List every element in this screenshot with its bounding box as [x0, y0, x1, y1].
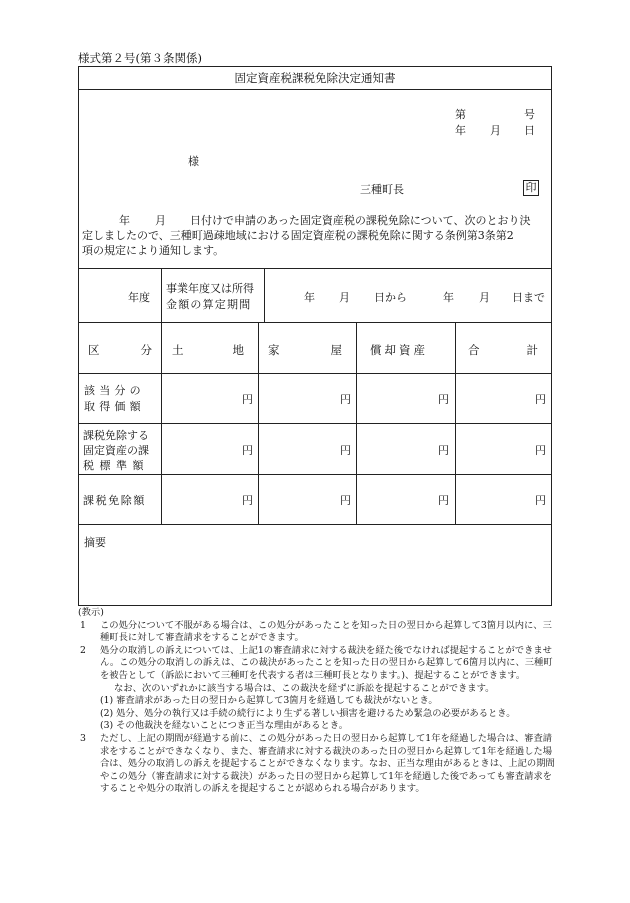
row2-label-line1: 課税免除する — [83, 429, 149, 442]
row2-label-line2: 固定資産の課 — [83, 444, 149, 457]
period-to-month: 月 — [479, 291, 490, 304]
row1-label-line1: 該当分の — [84, 384, 145, 397]
note-2-item-1: (1) 審査請求があった日の翌日から起算して3箇月を経過しても裁決がないとき。 — [100, 695, 438, 707]
body-line-2: 定しましたので、三種町過疎地域における固定資産税の課税免除に関する条例第3条第2 — [82, 229, 514, 242]
remarks-label: 摘要 — [84, 536, 106, 549]
header-total: 合 計 — [468, 343, 538, 357]
period-to-year: 年 — [443, 291, 454, 304]
note-1: 1 この処分について不服がある場合は、この処分があったことを知った日の翌日から起算して3箇月以内に、三種町長に対して審査請求をすることができます。 — [80, 619, 552, 644]
form-frame — [78, 66, 552, 606]
row2-land-unit: 円 — [242, 444, 253, 457]
doc-no-prefix: 第 — [455, 108, 466, 121]
body-line-1: 日付けで申請のあった固定資産税の課税免除について、次のとおり決 — [190, 214, 531, 227]
row1-label-line2: 取得価額 — [84, 400, 145, 413]
row3-assets-unit: 円 — [438, 494, 449, 507]
table-bottom-line — [78, 524, 552, 525]
row1-total-unit: 円 — [535, 393, 546, 406]
doc-date-year: 年 — [455, 124, 466, 137]
period-from-month: 月 — [339, 291, 350, 304]
row2-total-unit: 円 — [535, 444, 546, 457]
header-category: 区 分 — [88, 343, 152, 357]
fiscal-year-label: 年度 — [128, 291, 150, 304]
row1-assets-unit: 円 — [438, 393, 449, 406]
row3-label: 課税免除額 — [83, 494, 146, 507]
row2-bottom-line — [78, 474, 552, 475]
period-from-year: 年 — [304, 291, 315, 304]
row3-land-unit: 円 — [242, 494, 253, 507]
row3-house-unit: 円 — [340, 494, 351, 507]
doc-date-month: 月 — [490, 124, 501, 137]
col-divider-1 — [161, 322, 162, 524]
doc-date-day: 日 — [524, 124, 535, 137]
issuer-name: 三種町長 — [360, 183, 404, 196]
col-divider-3 — [356, 322, 357, 524]
period-to-day: 日まで — [512, 291, 545, 304]
header-land: 土 地 — [172, 343, 244, 357]
form-label: 様式第２号(第３条関係) — [78, 51, 202, 65]
period-divider-2 — [264, 268, 265, 322]
header-house: 家 屋 — [268, 343, 342, 357]
row2-label-line3: 税標準額 — [83, 459, 149, 472]
body-line-3: 項の規定により通知します。 — [82, 244, 225, 257]
note-2-item-2: (2) 処分、処分の執行又は手続の続行により生ずる著しい損害を避けるため緊急の必要があるとき。 — [100, 707, 516, 719]
note-2-item-3: (3) その他裁決を経ないことにつき正当な理由があるとき。 — [100, 720, 348, 732]
body-date-month: 月 — [155, 214, 166, 227]
note-3: 3 ただし、上記の期間が経過する前に、この処分があった日の翌日から起算して1年を経過した場合は、審査請求をすることができなくなり、また、審査請求に対する裁決のあった日の翌日から起算して1年を経過した場合は、処分の取消しの訴えを提起することができなくなります。なお、正当な理由があるときは、上記の期間やこの処分（審査請求に対する裁決）があった日の翌日から起算して1年を経過した後であっても審査請求をすることや処分の取消しの訴えを提起することが認められる場合があります。 — [80, 732, 555, 795]
period-divider-1 — [161, 268, 162, 322]
note-2: 2 処分の取消しの訴えについては、上記1の審査請求に対する裁決を経た後でなければ提起することができません。この処分の取消しの訴えは、この裁決があったことを知った日の翌日から起算して6箇月以内に、三種町を被告として（訴訟において三種町を代表する者は三種町長となります。)、提起することができます。 — [80, 644, 553, 681]
row3-total-unit: 円 — [535, 494, 546, 507]
doc-no-suffix: 号 — [524, 108, 535, 121]
row2-assets-unit: 円 — [438, 444, 449, 457]
note-2-paragraph: なお、次のいずれかに該当する場合は、この裁決を経ずに訴訟を提起することができます。 — [114, 682, 495, 694]
period-row-top — [78, 268, 552, 269]
header-bottom-line — [78, 373, 552, 374]
instructions-notes — [78, 607, 558, 796]
row1-house-unit: 円 — [340, 393, 351, 406]
col-divider-2 — [258, 322, 259, 524]
notes-heading: (教示) — [78, 607, 104, 618]
body-date-year: 年 — [119, 214, 130, 227]
row1-land-unit: 円 — [242, 393, 253, 406]
period-from-day: 日から — [374, 291, 407, 304]
row1-bottom-line — [78, 423, 552, 424]
seal-mark: 印 — [523, 180, 539, 196]
addressee-suffix: 様 — [188, 155, 199, 168]
row2-house-unit: 円 — [340, 444, 351, 457]
col-divider-4 — [455, 322, 456, 524]
calc-period-label-1: 事業年度又は所得 — [166, 282, 254, 295]
document-title: 固定資産税課税免除決定通知書 — [234, 71, 396, 85]
table-top-line — [78, 322, 552, 323]
calc-period-label-2: 金額の算定期間 — [166, 298, 252, 311]
header-depreciable-assets: 償却資産 — [370, 343, 428, 357]
title-divider — [78, 89, 552, 90]
